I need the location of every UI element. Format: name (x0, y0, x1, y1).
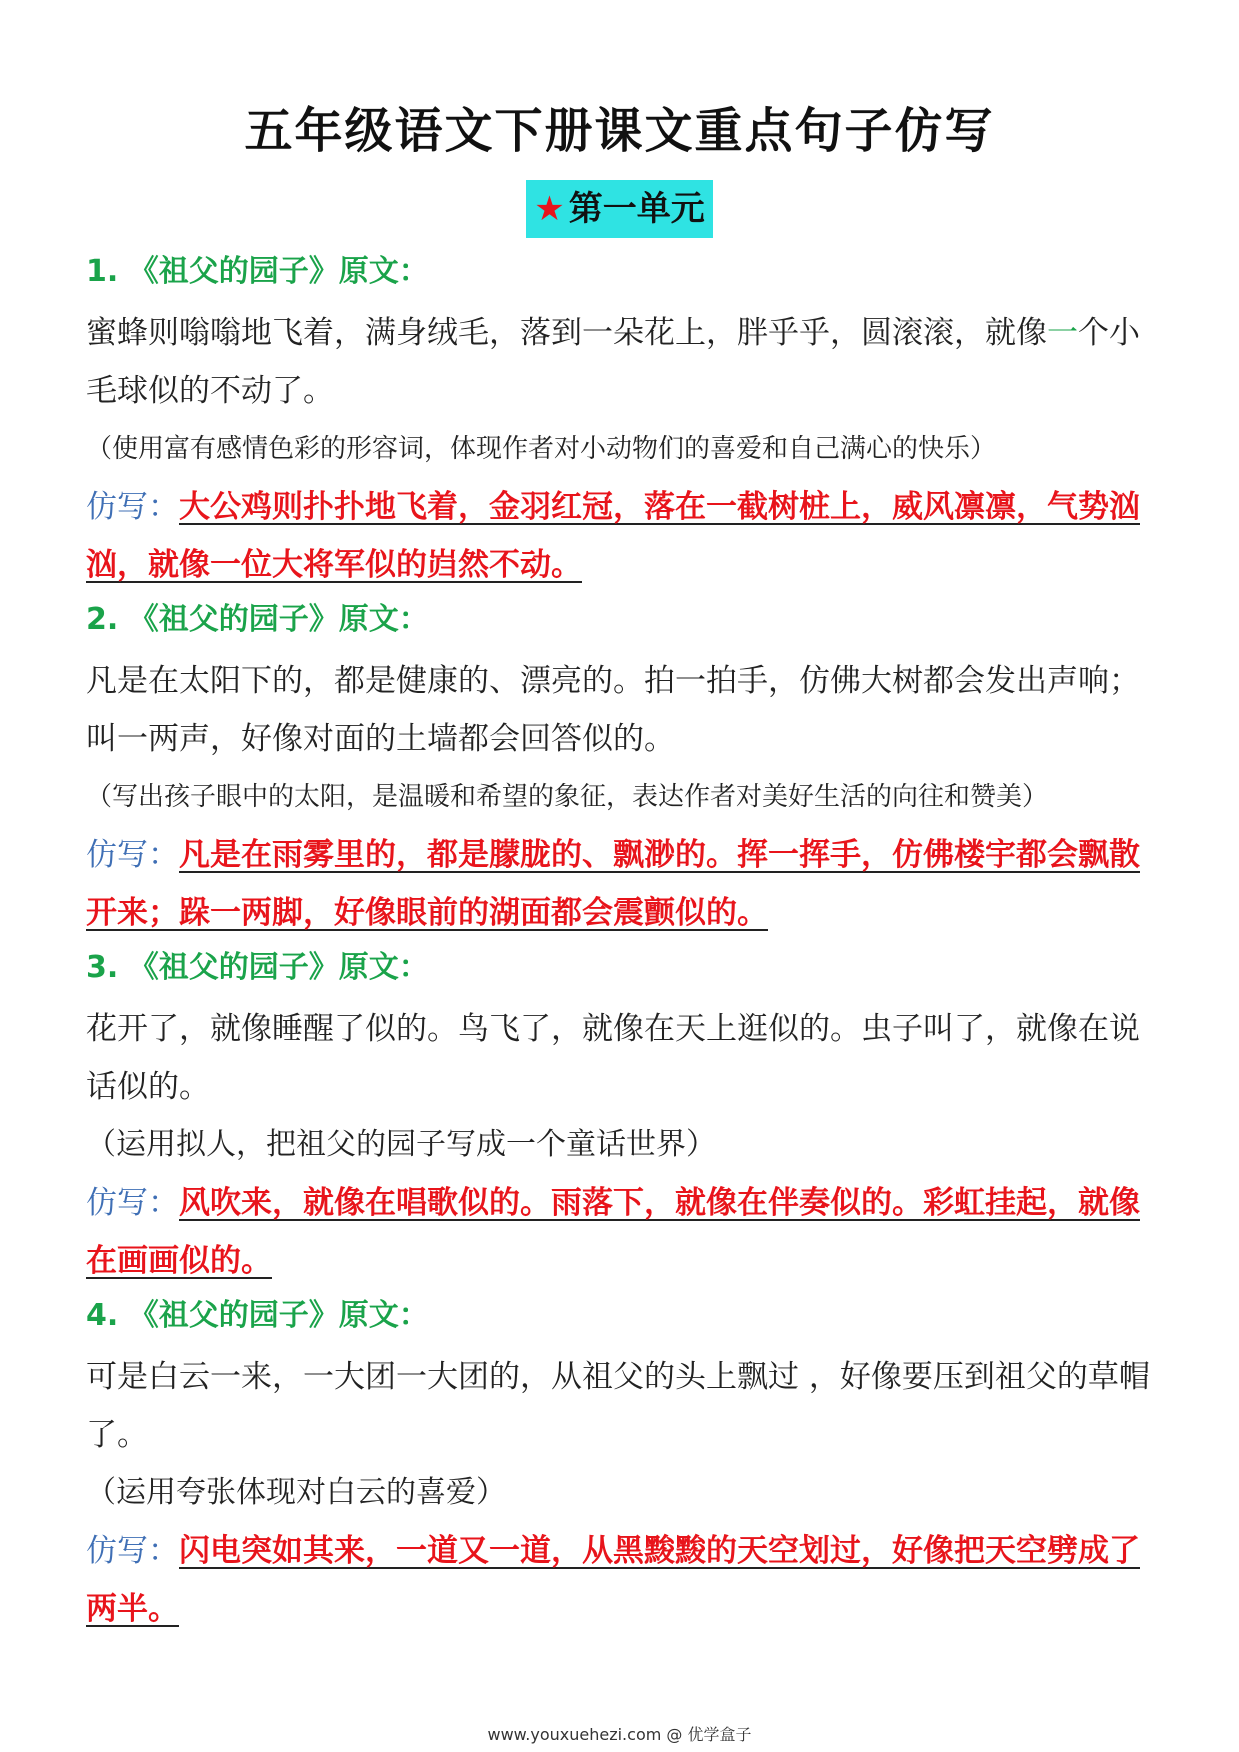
note-text: （运用夸张体现对白云的喜爱） (86, 1475, 506, 1510)
content (86, 246, 1166, 1638)
original-text-main: 蜜蜂则嗡嗡地飞着，满身绒毛，落到一朵花上，胖乎乎，圆滚滚，就像 (86, 315, 1047, 351)
imitation-label: 仿写： (86, 837, 179, 873)
imitation-label: 仿写： (86, 1533, 179, 1569)
imitation (86, 1522, 1166, 1638)
original-text (86, 304, 1166, 420)
original-text: 可是白云一来，一大团一大团的，从祖父的头上飘过 ，好像要压到祖父的草帽了。 (86, 1359, 1150, 1453)
section-heading: 4. 《祖父的园子》原文： (86, 1298, 429, 1333)
imitation-label: 仿写： (86, 489, 179, 525)
imitation-text: 大公鸡则扑扑地飞着，金羽红冠，落在一截树桩上，威风凛凛，气势汹汹，就像一位大将军似的岿然不动。 (86, 489, 1140, 583)
section-4 (86, 1290, 1166, 1638)
original-text-rest: 个小毛球似的不动了。 (86, 315, 1140, 409)
note-text: （使用富有感情色彩的形容词，体现作者对小动物们的喜爱和自己满心的快乐） (86, 434, 997, 464)
note-text: （写出孩子眼中的太阳，是温暖和希望的象征，表达作者对美好生活的向往和赞美） (86, 782, 1049, 812)
unit-heading (526, 180, 712, 238)
star-icon: ★ (534, 189, 565, 229)
section-heading: 2. 《祖父的园子》原文： (86, 602, 429, 637)
section-1 (86, 246, 1166, 594)
imitation-text: 凡是在雨雾里的，都是朦胧的、飘渺的。挥一挥手，仿佛楼宇都会飘散开来；跺一两脚，好像眼前的湖面都会震颤似的。 (86, 837, 1140, 931)
imitation (86, 478, 1166, 594)
imitation-text: 闪电突如其来，一道又一道，从黑黢黢的天空划过，好像把天空劈成了两半。 (86, 1533, 1140, 1627)
imitation-text: 风吹来，就像在唱歌似的。雨落下，就像在伴奏似的。彩虹挂起，就像在画画似的。 (86, 1185, 1140, 1279)
original-text-highlight: 一 (1047, 315, 1078, 351)
note-text: （运用拟人，把祖父的园子写成一个童话世界） (86, 1127, 716, 1162)
original-text: 凡是在太阳下的，都是健康的、漂亮的。拍一拍手，仿佛大树都会发出声响；叫一两声，好像对面的土墙都会回答似的。 (86, 663, 1140, 757)
section-heading: 3. 《祖父的园子》原文： (86, 950, 429, 985)
section-heading: 1. 《祖父的园子》原文： (86, 254, 429, 289)
original-text: 花开了，就像睡醒了似的。鸟飞了，就像在天上逛似的。虫子叫了，就像在说话似的。 (86, 1011, 1140, 1105)
imitation (86, 826, 1166, 942)
page-title: 五年级语文下册课文重点句子仿写 (244, 103, 995, 159)
imitation (86, 1174, 1166, 1290)
footer-watermark[interactable]: www.youxuehezi.com @ 优学盒子 (487, 1725, 752, 1744)
section-2 (86, 594, 1166, 942)
unit-label: 第一单元 (568, 189, 705, 229)
unit-heading-wrap (0, 180, 1239, 238)
section-3 (86, 942, 1166, 1290)
imitation-label: 仿写： (86, 1185, 179, 1221)
